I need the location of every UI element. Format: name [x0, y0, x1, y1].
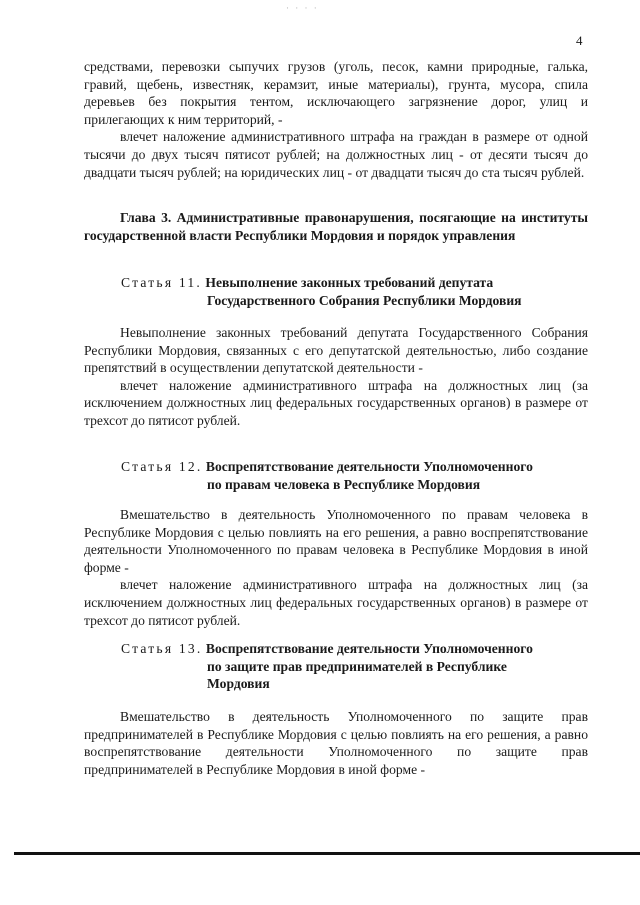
paragraph-continuation: средствами, перевозки сыпучих грузов (уголь, песок, камни природные, галька, гравий, щебень, известняк, керамзит, иные материалы), грунта, мусора, спила деревьев без покрытия тентом, исключающего загрязнение дорог, улиц и прилегающих к ним территорий, -	[84, 59, 588, 127]
article-penalty: влечет наложение административного штрафа на должностных лиц (за исключением должностных лиц федеральных государственных органов) в размере от трехсот до пятисот рублей.	[84, 377, 588, 428]
article-13-body	[84, 708, 588, 778]
paragraph-penalty: влечет наложение административного штрафа на граждан в размере от одной тысячи до двух тысяч пятисот рублей; на должностных лиц - от десяти тысяч до двадцати тысяч рублей; на юридических лиц - от двадцати тысяч до ста тысяч рублей.	[84, 129, 588, 180]
article-title-line: по правам человека в Республике Мордовия	[207, 476, 481, 492]
article-12-title	[121, 458, 533, 493]
article-paragraph: Невыполнение законных требований депутата Государственного Собрания Республики Мордовия, связанных с его депутатской деятельностью, либо создание препятствий в осуществлении депутатской деятельности -	[84, 325, 588, 376]
article-title-line: Мордовия	[207, 676, 270, 692]
article-title-line: по защите прав предпринимателей в Республике	[207, 658, 507, 674]
bottom-rule	[14, 852, 640, 855]
page-number: 4	[576, 33, 583, 48]
article-13-title	[121, 640, 533, 693]
paragraph-block-top	[84, 58, 588, 181]
scan-artifact: · · · ·	[286, 3, 319, 13]
article-label: Статья 13.	[121, 641, 203, 656]
article-paragraph: Вмешательство в деятельность Уполномоченного по защите прав предпринимателей в Республике Мордовия с целью повлиять на его решения, а равно воспрепятствование деятельности Уполномоченного по защите прав предпринимателей в Республике Мордовия в иной форме -	[84, 709, 588, 777]
article-paragraph: Вмешательство в деятельность Уполномоченного по правам человека в Республике Мордовия с целью повлиять на его решения, а равно воспрепятствование деятельности Уполномоченного по правам человека в Республике Мордовия в иной форме -	[84, 507, 588, 575]
article-label: Статья 11.	[121, 275, 202, 290]
chapter-title: Глава 3. Административные правонарушения, посягающие на институты государственной власти Республики Мордовия и порядок управления	[84, 210, 588, 243]
article-penalty: влечет наложение административного штрафа на должностных лиц (за исключением должностных лиц федеральных государственных органов) в размере от трехсот до пятисот рублей.	[84, 577, 588, 628]
chapter-heading-block	[84, 209, 588, 244]
article-title-line: Воспрепятствование деятельности Уполномоченного	[205, 459, 533, 474]
article-12-body	[84, 506, 588, 629]
article-label: Статья 12.	[121, 459, 203, 474]
article-title-line: Невыполнение законных требований депутата	[205, 275, 494, 290]
article-11-body	[84, 324, 588, 430]
article-title-line: Государственного Собрания Республики Мордовия	[207, 292, 522, 308]
article-title-line: Воспрепятствование деятельности Уполномоченного	[205, 641, 533, 656]
article-11-title	[121, 274, 522, 309]
